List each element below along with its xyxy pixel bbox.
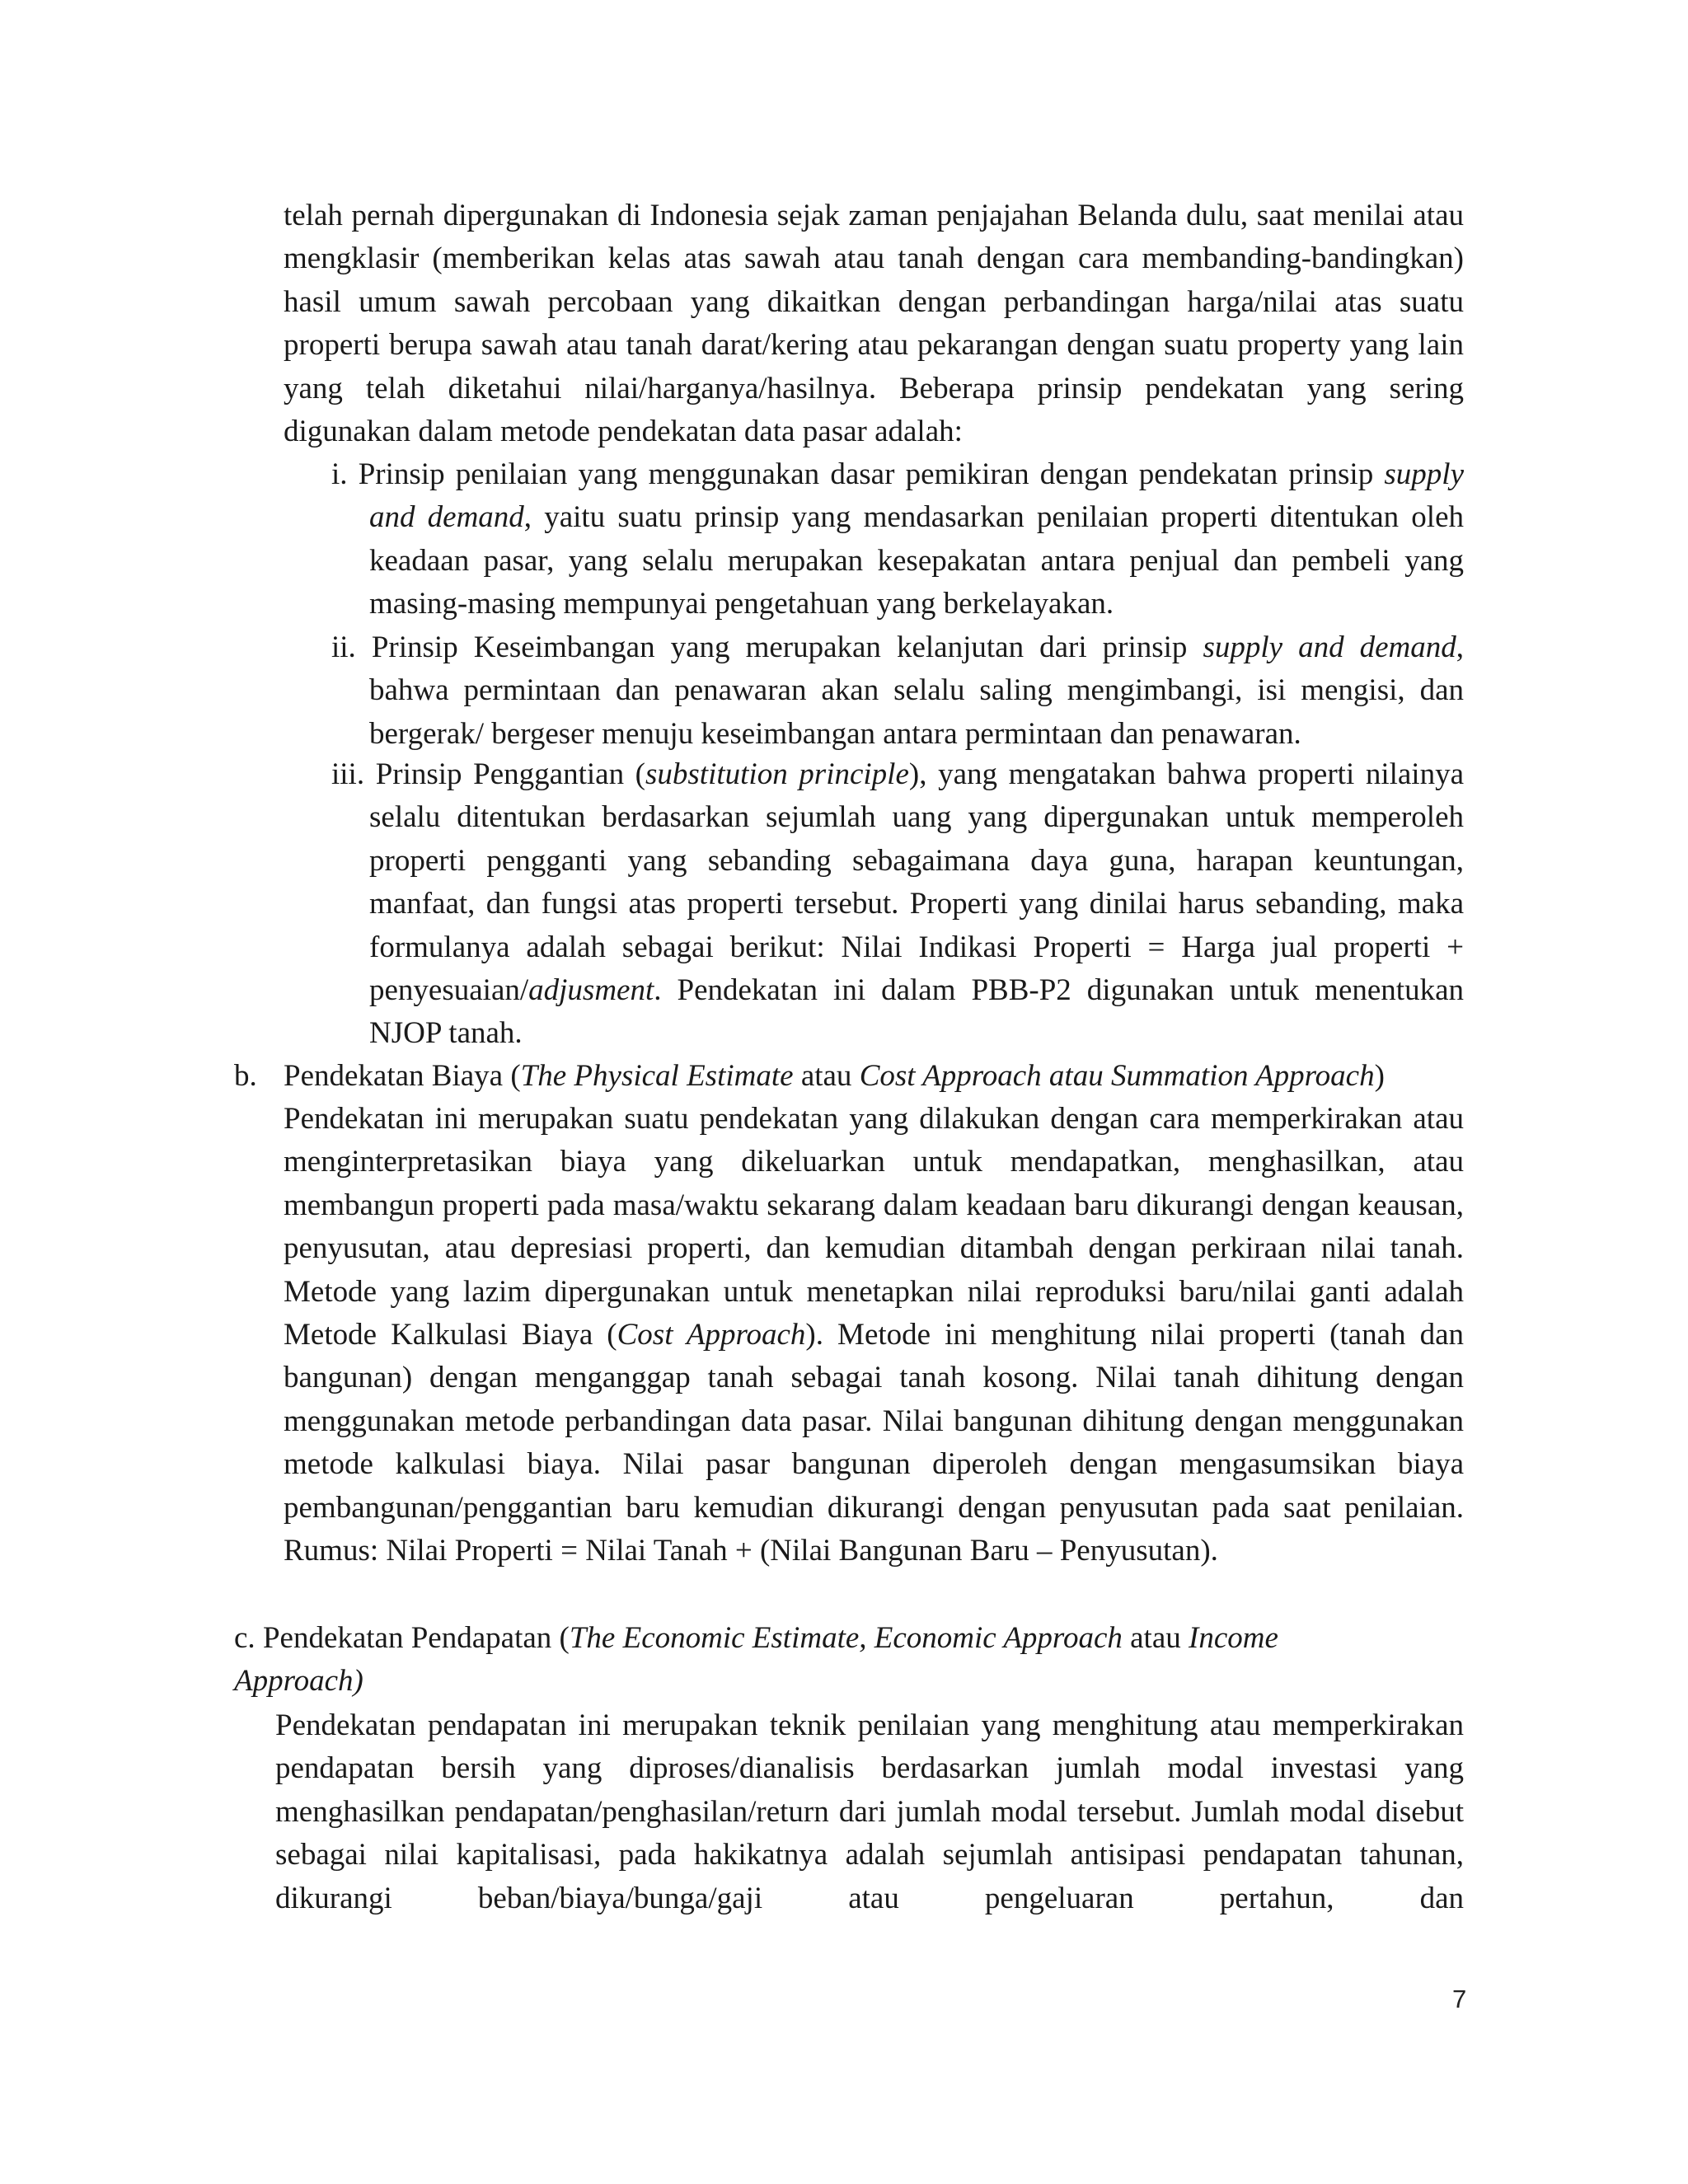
section-c-heading: c. Pendekatan Pendapatan (The Economic Estimate, Economic Approach atau Income Approach) <box>234 1621 1278 1699</box>
principle-marker: ii. <box>331 630 356 664</box>
principle-item-iii: iii. Prinsip Penggantian (substitution principle), yang mengatakan bahwa properti nilainya selalu ditentukan berdasarkan sejumlah uang yang dipergunakan untuk memperoleh properti pengganti yang sebanding sebagaimana daya guna, harapan keuntungan, manfaat, dan fungsi atas properti tersebut. Properti yang dinilai harus sebanding, maka formulanya adalah sebagai berikut: Nilai Indikasi Properti = Harga jual properti + penyesuaian/adjusment. Pendekatan ini dalam PBB-P2 digunakan untuk menentukan NJOP tanah. <box>331 757 1465 1051</box>
principle-item-ii: ii. Prinsip Keseimbangan yang merupakan kelanjutan dari prinsip supply and demand, bahwa permintaan dan penawaran akan selalu saling mengimbangi, isi mengisi, dan bergerak/ bergeser menuju keseimbangan antara permintaan dan penawaran. <box>331 630 1464 751</box>
section-b-heading: b. Pendekatan Biaya (The Physical Estimate atau Cost Approach atau Summation Approach) <box>234 1055 1470 1098</box>
page-number: 7 <box>1452 1985 1467 2013</box>
section-marker: b. <box>234 1059 257 1093</box>
principle-marker: i. <box>331 457 348 491</box>
section-b-body: Pendekatan ini merupakan suatu pendekatan yang dilakukan dengan cara memperkirakan atau menginterpretasikan biaya yang dikeluarkan untuk mendapatkan, menghasilkan, atau membangun properti pada masa/waktu sekarang dalam keadaan baru dikurangi dengan keausan, penyusutan, atau depresiasi properti, dan kemudian ditambah dengan perkiraan nilai tanah. Metode yang lazim dipergunakan untuk menetapkan nilai reproduksi baru/nilai ganti adalah Metode Kalkulasi Biaya (Cost Approach). Metode ini menghitung nilai properti (tanah dan bangunan) dengan menganggap tanah sebagai tanah kosong. Nilai tanah dihitung dengan menggunakan metode perbandingan data pasar. Nilai bangunan dihitung dengan menggunakan metode kalkulasi biaya. Nilai pasar bangunan diperoleh dengan mengasumsikan biaya pembangunan/penggantian baru kemudian dikurangi dengan penyusutan pada saat penilaian. Rumus: Nilai Properti = Nilai Tanah + (Nilai Bangunan Baru – Penyusutan). <box>284 1102 1464 1568</box>
principle-item-i: i. Prinsip penilaian yang menggunakan dasar pemikiran dengan pendekatan prinsip supply and demand, yaitu suatu prinsip yang mendasarkan penilaian properti ditentukan oleh keadaan pasar, yang selalu merupakan kesepakatan antara penjual dan pembeli yang masing-masing mempunyai pengetahuan yang berkelayakan. <box>331 457 1465 621</box>
intro-paragraph: telah pernah dipergunakan di Indonesia sejak zaman penjajahan Belanda dulu, saat menilai atau mengklasir (memberikan kelas atas sawah atau tanah dengan cara membanding-bandingkan) hasil umum sawah percobaan yang dikaitkan dengan perbandingan harga/nilai atas suatu properti berupa sawah atau tanah darat/kering atau pekarangan dengan suatu property yang lain yang telah diketahui nilai/harganya/hasilnya. Beberapa prinsip pendekatan yang sering digunakan dalam metode pendekatan data pasar adalah: <box>284 199 1464 449</box>
principle-marker: iii. <box>331 757 365 791</box>
section-marker: c. <box>234 1621 256 1655</box>
section-c-body: Pendekatan pendapatan ini merupakan teknik penilaian yang menghitung atau memperkirakan pendapatan bersih yang diproses/dianalisis berdasarkan jumlah modal investasi yang menghasilkan pendapatan/penghasilan/return dari jumlah modal tersebut. Jumlah modal disebut sebagai nilai kapitalisasi, pada hakikatnya adalah sejumlah antisipasi pendapatan tahunan, dikurangi beban/biaya/bunga/gaji atau pengeluaran pertahun, dan <box>275 1708 1464 1915</box>
